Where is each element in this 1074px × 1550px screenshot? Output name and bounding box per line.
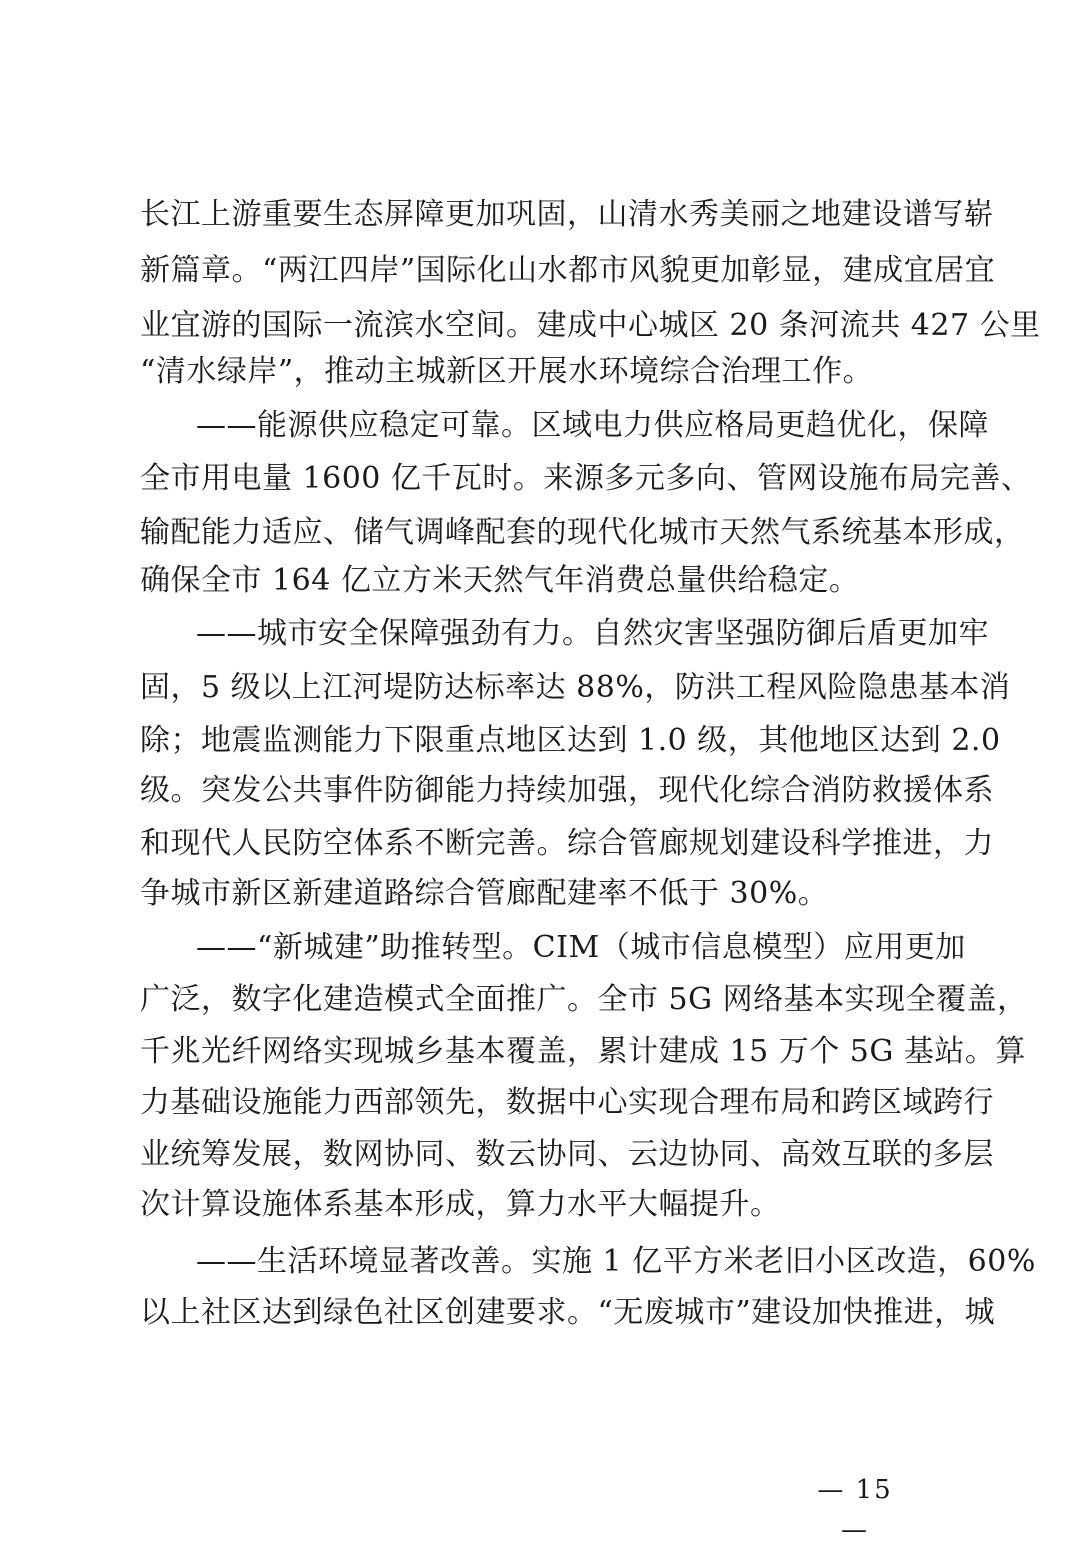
paragraph-first-line: ——能源供应稳定可靠。区域电力供应格局更趋优化，保障 [196, 408, 989, 443]
body-line: 确保全市 164 亿立方米天然气年消费总量供给稳定。 [140, 563, 860, 598]
body-line: 力基础设施能力西部领先，数据中心实现合理布局和跨区域跨行 [140, 1085, 994, 1120]
body-line: 以上社区达到绿色社区创建要求。“无废城市”建设加快推进，城 [140, 1295, 996, 1330]
body-line: “清水绿岸”，推动主城新区开展水环境综合治理工作。 [140, 354, 874, 389]
body-line: 业统筹发展，数网协同、数云协同、云边协同、高效互联的多层 [140, 1137, 994, 1172]
paragraph-first-line: ——城市安全保障强劲有力。自然灾害坚强防御后盾更加牢 [196, 616, 989, 651]
body-line: 业宜游的国际一流滨水空间。建成中心城区 20 条河流共 427 公里 [140, 308, 1041, 343]
body-line: 次计算设施体系基本形成，算力水平大幅提升。 [140, 1187, 781, 1222]
paragraph-first-line: ——“新城建”助推转型。CIM（城市信息模型）应用更加 [196, 930, 966, 965]
body-line: 和现代人民防空体系不断完善。综合管廊规划建设科学推进，力 [140, 826, 994, 861]
body-line: 长江上游重要生态屏障更加巩固，山清水秀美丽之地建设谱写崭 [140, 197, 994, 232]
body-line: 千兆光纤网络实现城乡基本覆盖，累计建成 15 万个 5G 基站。算 [140, 1034, 1026, 1069]
body-line: 全市用电量 1600 亿千瓦时。来源多元多向、管网设施布局完善、 [140, 461, 1032, 496]
body-line: 级。突发公共事件防御能力持续加强，现代化综合消防救援体系 [140, 773, 994, 808]
body-line: 除；地震监测能力下限重点地区达到 1.0 级，其他地区达到 2.0 [140, 723, 1001, 758]
page-number: — 15 — [817, 1475, 893, 1545]
body-line: 广泛，数字化建造模式全面推广。全市 5G 网络基本实现全覆盖， [140, 982, 1028, 1017]
body-line: 新篇章。“两江四岸”国际化山水都市风貌更加彰显，建成宜居宜 [140, 253, 996, 288]
body-line: 争城市新区新建道路综合管廊配建率不低于 30%。 [140, 876, 829, 911]
paragraph-first-line: ——生活环境显著改善。实施 1 亿平方米老旧小区改造，60% [196, 1244, 1036, 1279]
body-line: 输配能力适应、储气调峰配套的现代化城市天然气系统基本形成， [140, 515, 1025, 550]
body-line: 固，5 级以上江河堤防达标率达 88%，防洪工程风险隐患基本消 [140, 670, 1011, 705]
